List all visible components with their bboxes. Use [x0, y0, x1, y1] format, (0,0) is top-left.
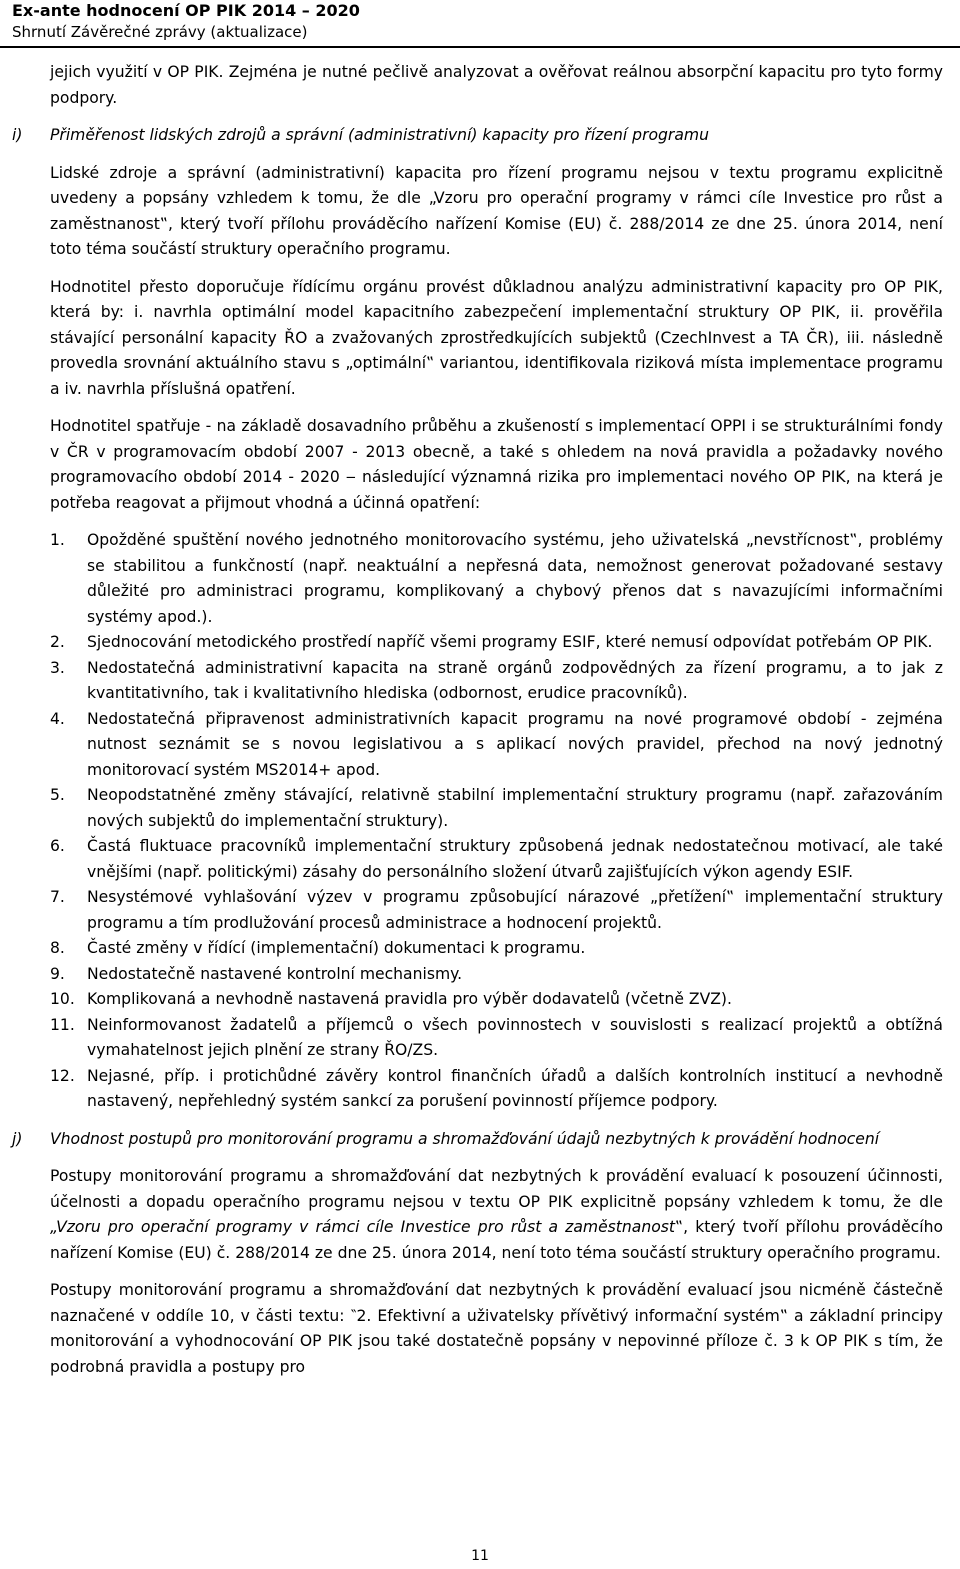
risk-list: [50, 528, 943, 1115]
paragraph-recommendation: Hodnotitel přesto doporučuje řídícímu orgánu provést důkladnou analýzu administrativní kapacity pro OP PIK, která by: i. navrhla optimální model kapacitního zabezpečení implementační struktury OP PIK, ii. prověřila stávající personální kapacity ŘO a zvažovaných zprostředkujících subjektů (CzechInvest a TA ČR), iii. následně provedla srovnání aktuálního stavu s „optimální‟ variantou, identifikovala riziková místa implementace programu a iv. navrhla příslušná opatření.: [50, 277, 943, 398]
list-item-text: Nejasné, příp. i protichůdné závěry kontrol finančních úřadů a dalších kontrolních institucí a nevhodně nastavený, nepřehledný systém sankcí za porušení povinností příjemce podpory.: [87, 1066, 943, 1110]
list-item: [50, 885, 943, 936]
list-item-text: Nedostatečně nastavené kontrolní mechanismy.: [87, 964, 463, 983]
list-item-text: Komplikovaná a nevhodně nastavená pravidla pro výběr dodavatelů (včetně ZVZ).: [87, 990, 732, 1008]
list-item: [50, 707, 943, 784]
header-title: Ex-ante hodnocení OP PIK 2014 – 2020: [12, 1, 360, 20]
list-item-text: Nedostatečná administrativní kapacita na straně orgánů zodpovědných za řízení programu, a to jak z kvantitativního, tak i kvalitativního hlediska (odbornost, erudice pracovníků).: [87, 658, 943, 702]
list-item: [50, 936, 943, 962]
list-item-number: 1.: [50, 531, 65, 549]
list-item-number: 8.: [50, 939, 65, 957]
paragraph-monitoring-part3: ‟, který tvoří přílohu prováděcího nařízení Komise (EU) č. 288/2014 ze dne 25. února 2014, není toto téma součástí struktury operačního programu.: [50, 1218, 943, 1262]
section-marker-i: i): [12, 126, 23, 144]
list-item: [50, 528, 943, 630]
paragraph-monitoring: [50, 1164, 943, 1266]
section-marker-j: j): [12, 1129, 23, 1148]
document-body: [12, 60, 943, 1392]
list-item: [50, 1064, 943, 1115]
list-item-number: 2.: [50, 633, 65, 651]
section-title-j: Vhodnost postupů pro monitorování programu a shromažďování údajů nezbytných k provádění hodnocení: [50, 1129, 880, 1148]
section-title-i: Přiměřenost lidských zdrojů a správní (administrativní) kapacity pro řízení programu: [50, 126, 709, 144]
list-item-text: Nedostatečná připravenost administrativních kapacit programu na nové programové období - zejména nutnost seznámit se s novou legislativou a s aplikací nových pravidel, přechod na nový jednotný monitorovací systém MS2014+ apod.: [87, 709, 943, 779]
list-item-text: Častá fluktuace pracovníků implementační struktury způsobená jednak nedostatečnou motivací, ale také vnějšími (např. politickými) zásahy do personálního složení útvarů zajišťujících výkon agendy ESIF.: [87, 837, 943, 881]
paragraph-monitoring-continued: Postupy monitorování programu a shromažďování dat nezbytných k provádění evaluací jsou nicméně částečně naznačené v oddíle 10, v části textu: ‶2. Efektivní a uživatelsky přívětivý informační systém‟ a základní principy monitorování a vyhodnocování OP PIK jsou také dostatečně popsány v nepovinné příloze č. 3 k OP PIK s tím, že podrobná pravidla a postupy pro: [50, 1281, 943, 1376]
list-item: [50, 656, 943, 707]
page-number: 11: [471, 1548, 489, 1564]
list-item: [50, 783, 943, 834]
paragraph-monitoring-italic: „Vzoru pro operační programy v rámci cíle Investice pro růst a zaměstnanost: [50, 1218, 676, 1236]
list-item-text: Časté změny v řídící (implementační) dokumentaci k programu.: [87, 939, 586, 957]
list-item-number: 12.: [50, 1066, 75, 1085]
paragraph-continuation: jejich využití v OP PIK. Zejména je nutné pečlivě analyzovat a ověřovat reálnou absorpční kapacitu pro tyto formy podpory.: [50, 63, 943, 107]
page-header: [12, 0, 360, 42]
header-subtitle: Shrnutí Závěrečné zprávy (aktualizace): [12, 23, 308, 41]
list-item: [50, 630, 943, 656]
list-item-number: 6.: [50, 837, 65, 855]
section-heading-i: [12, 123, 943, 149]
list-item-number: 5.: [50, 786, 65, 804]
list-item-text: Nesystémové vyhlašování výzev v programu způsobující nárazové „přetížení‟ implementační struktury programu a tím prodlužování procesů administrace a hodnocení projektů.: [87, 888, 943, 932]
list-item-number: 3.: [50, 658, 65, 677]
list-item-text: Opožděné spuštění nového jednotného monitorovacího systému, jeho uživatelská „nevstřícnost‟, problémy se stabilitou a funkčností (např. neaktuální a nepřesná data, nemožnost generovat požadované sestavy důležité pro administraci programu, komplikovaný a chybový přenos dat s navazujícími informačními systémy apod.).: [87, 531, 943, 626]
header-divider: [0, 46, 960, 48]
section-heading-j: [12, 1127, 943, 1153]
list-item: [50, 987, 943, 1013]
list-item-number: 7.: [50, 888, 65, 906]
list-item-number: 10.: [50, 990, 75, 1008]
list-item: [50, 834, 943, 885]
paragraph-risks-intro: Hodnotitel spatřuje - na základě dosavadního průběhu a zkušeností s implementací OPPI i se strukturálními fondy v ČR v programovacím období 2007 - 2013 obecně, a také s ohledem na nová pravidla a požadavky nového programovacího období 2014 - 2020 ‒ následující významná rizika pro implementaci nového OP PIK, na která je potřeba reagovat a přijmout vhodná a účinná opatření:: [50, 417, 943, 512]
list-item: [50, 962, 943, 988]
paragraph-monitoring-part1: Postupy monitorování programu a shromažďování dat nezbytných k provádění evaluací k posouzení účinnosti, účelnosti a dopadu operačního programu nejsou v textu OP PIK explicitně popsány vzhledem k tomu, že dle: [50, 1167, 943, 1211]
list-item-number: 4.: [50, 709, 65, 728]
list-item-number: 9.: [50, 964, 65, 983]
list-item: [50, 1013, 943, 1064]
paragraph-human-resources: Lidské zdroje a správní (administrativní) kapacita pro řízení programu nejsou v textu programu explicitně uvedeny a popsány vzhledem k tomu, že dle „Vzoru pro operační programy v rámci cíle Investice pro růst a zaměstnanost‟, který tvoří přílohu prováděcího nařízení Komise (EU) č. 288/2014 ze dne 25. února 2014, není toto téma součástí struktury operačního programu.: [50, 163, 943, 258]
list-item-text: Neinformovanost žadatelů a příjemců o všech povinnostech v souvislosti s realizací projektů a obtížná vymahatelnost jejich plnění ze strany ŘO/ZS.: [87, 1015, 943, 1059]
list-item-text: Neopodstatněné změny stávající, relativně stabilní implementační struktury programu (např. zařazováním nových subjektů do implementační struktury).: [87, 786, 943, 830]
list-item-number: 11.: [50, 1015, 75, 1034]
list-item-text: Sjednocování metodického prostředí napříč všemi programy ESIF, které nemusí odpovídat potřebám OP PIK.: [87, 633, 933, 651]
